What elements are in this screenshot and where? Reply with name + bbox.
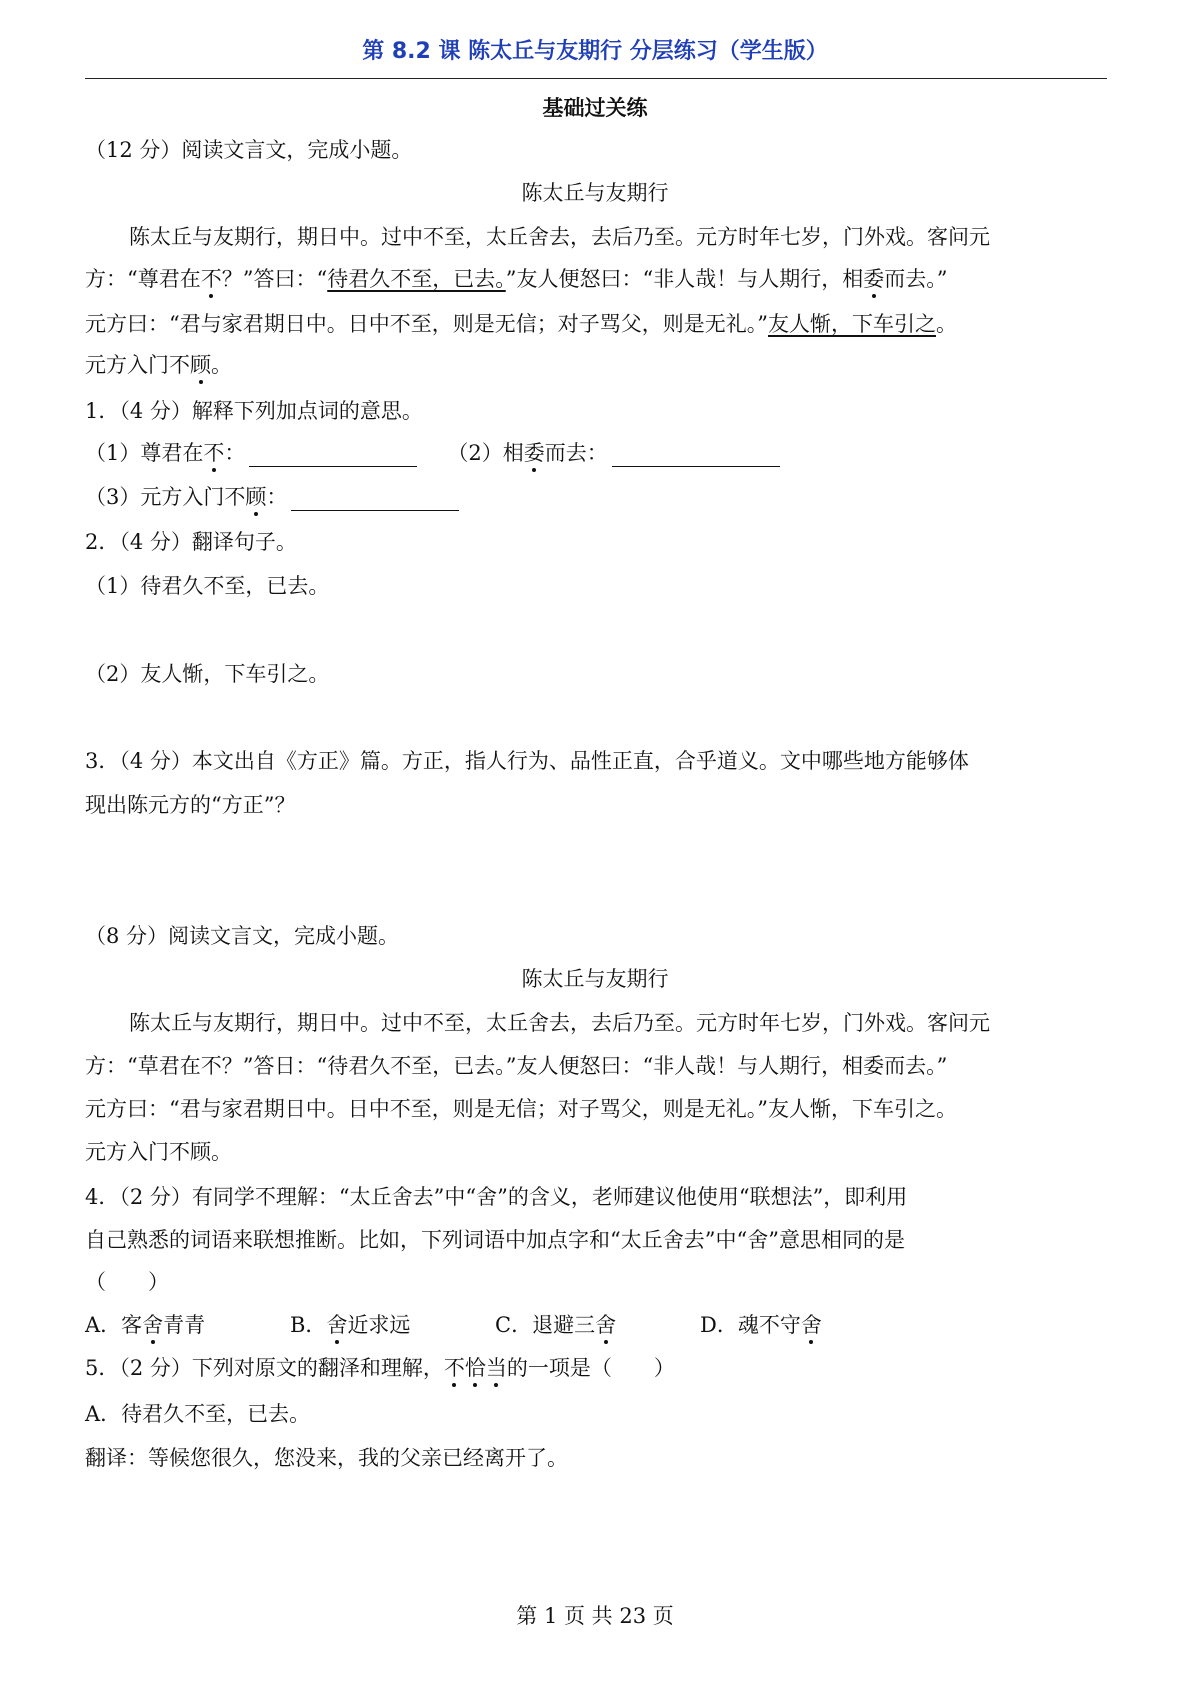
emphasis-dot-char: 顾 xyxy=(190,353,211,377)
question-3-line-2: 现出陈元方的“方正”？ xyxy=(85,793,296,817)
question-4-options xyxy=(85,1309,1107,1339)
header-divider xyxy=(85,78,1107,79)
passage1-intro: （12 分）阅读文言文，完成小题。 xyxy=(85,138,413,162)
passage2-intro: （8 分）阅读文言文，完成小题。 xyxy=(85,924,400,948)
passage2-line-1: 陈太丘与友期行，期日中。过中不至，太丘舍去，去后乃至。元方时年七岁，门外戏。客问元 xyxy=(129,1011,990,1035)
answer-blank[interactable] xyxy=(612,444,780,467)
passage2-line-3: 元方曰：“君与家君期日中。日中不至，则是无信；对子骂父，则是无礼。”友人惭，下车引之。 xyxy=(85,1097,957,1121)
emphasis-dot-char: 委 xyxy=(523,441,545,465)
question-4-line-3: （ ） xyxy=(85,1270,169,1294)
passage1-title: 陈太丘与友期行 xyxy=(521,181,669,205)
emphasis-dot-char: 恰 xyxy=(464,1356,486,1380)
underlined-sentence: 友人惭，下车引之 xyxy=(767,312,936,336)
option-a[interactable]: A．客舍青青 xyxy=(85,1313,206,1337)
passage1-line-3: 元方曰：“君与家君期日中。日中不至，则是无信；对子骂父，则是无礼。”友人惭，下车引之。 xyxy=(85,312,957,336)
emphasis-dot-char: 舍 xyxy=(142,1313,164,1337)
emphasis-dot-char: 当 xyxy=(485,1356,507,1380)
emphasis-dot-char: 不 xyxy=(443,1356,465,1380)
question-2-item-1: （1）待君久不至，已去。 xyxy=(85,574,330,598)
emphasis-dot-char: 舍 xyxy=(326,1313,348,1337)
passage2-line-4: 元方入门不顾。 xyxy=(85,1140,232,1164)
question-2-stem: 2．（4 分）翻译句子。 xyxy=(85,530,297,554)
document-title: 第 8.2 课 陈太丘与友期行 分层练习（学生版） xyxy=(362,39,828,64)
question-5-option-a[interactable]: A．待君久不至，已去。 xyxy=(85,1402,311,1426)
emphasis-dot-char: 不 xyxy=(203,441,225,465)
question-4-line-1: 4．（2 分）有同学不理解：“太丘舍去”中“舍”的含义，老师建议他使用“联想法”，即利用 xyxy=(85,1185,908,1209)
underlined-sentence: 待君久不至，已去。 xyxy=(327,267,506,291)
emphasis-dot-char: 顾 xyxy=(245,485,267,509)
question-5-stem: 5．（2 分）下列对原文的翻泽和理解，不恰当的一项是（ ） xyxy=(85,1356,675,1380)
passage1-line-4: 元方入门不顾。 xyxy=(85,353,232,377)
option-b[interactable]: B．舍近求远 xyxy=(290,1313,411,1337)
option-c[interactable]: C．退避三舍 xyxy=(495,1313,617,1337)
passage1-line-2: 方：“尊君在不？”答曰：“待君久不至，已去。”友人便怒曰：“非人哉！与人期行，相委而去。” xyxy=(85,267,948,291)
passage2-line-2: 方：“草君在不？”答日：“待君久不至，已去。”友人便怒曰：“非人哉！与人期行，相委而去。” xyxy=(85,1054,948,1078)
emphasis-dot-char: 舍 xyxy=(595,1313,617,1337)
passage2-title: 陈太丘与友期行 xyxy=(521,967,669,991)
emphasis-dot-char: 舍 xyxy=(800,1313,822,1337)
page-number: 第 1 页 共 23 页 xyxy=(516,1604,674,1628)
answer-blank[interactable] xyxy=(249,444,417,467)
section-title: 基础过关练 xyxy=(542,96,648,120)
question-1-stem: 1．（4 分）解释下列加点词的意思。 xyxy=(85,399,423,423)
question-4-line-2: 自己熟悉的词语来联想推断。比如，下列词语中加点字和“太丘舍去”中“舍”意思相同的是 xyxy=(85,1228,905,1252)
emphasis-dot-char: 不 xyxy=(200,267,222,291)
question-1-row-2: （3）元方入门不顾： xyxy=(85,481,1107,511)
question-3-line-1: 3．（4 分）本文出自《方正》篇。方正，指人行为、品性正直，合乎道义。文中哪些地方能够体 xyxy=(85,749,969,773)
passage1-line-1: 陈太丘与友期行，期日中。过中不至，太丘舍去，去后乃至。元方时年七岁，门外戏。客问元 xyxy=(129,225,990,249)
question-2-item-2: （2）友人惭，下车引之。 xyxy=(85,662,330,686)
question-5-translation-a: 翻译：等候您很久，您没来，我的父亲已经离开了。 xyxy=(85,1446,568,1470)
answer-blank[interactable] xyxy=(291,488,459,511)
question-1-row-1: （1）尊君在不： （2）相委而去： xyxy=(85,437,1107,467)
option-d[interactable]: D．魂不守舍 xyxy=(700,1313,822,1337)
emphasis-dot-char: 委 xyxy=(863,267,885,291)
